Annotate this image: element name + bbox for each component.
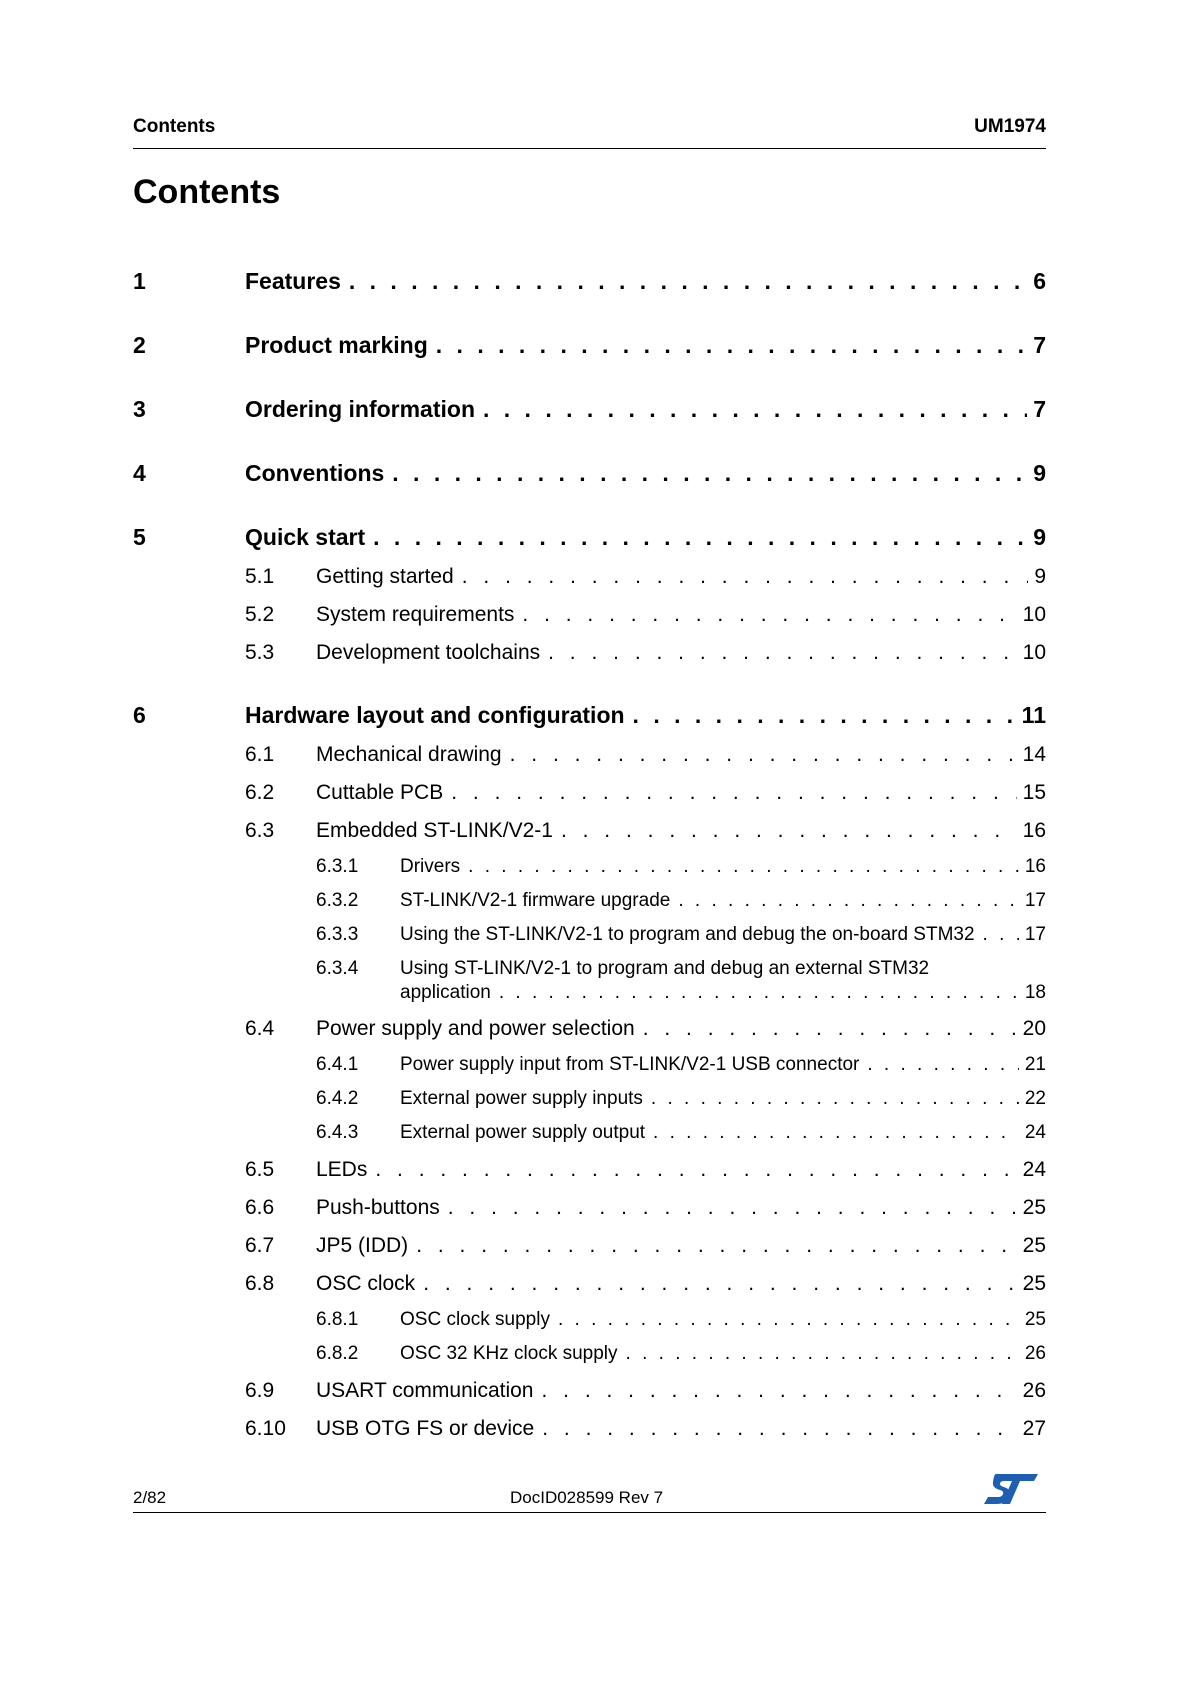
toc-page: 17 xyxy=(1024,924,1046,945)
toc-num: 5.1 xyxy=(245,565,275,588)
toc-num: 6.2 xyxy=(245,781,275,804)
toc-leader xyxy=(499,982,1019,1004)
toc-label: LEDs xyxy=(316,1158,368,1181)
toc-num: 6.4.2 xyxy=(316,1088,359,1109)
toc-num: 6 xyxy=(133,702,146,728)
toc-num: 3 xyxy=(133,396,146,422)
toc-entry-external-power-inputs[interactable] xyxy=(400,1088,1046,1110)
toc-entry-drivers[interactable] xyxy=(400,856,1046,878)
toc-entry-jp5-idd[interactable] xyxy=(316,1234,1046,1258)
toc-leader xyxy=(651,1088,1019,1110)
toc-num: 6.1 xyxy=(245,743,275,766)
toc-leader xyxy=(423,1272,1016,1296)
toc-entry-osc-clock[interactable] xyxy=(316,1272,1046,1296)
toc-num: 6.8.2 xyxy=(316,1343,359,1364)
toc-page: 14 xyxy=(1022,743,1046,766)
toc-num: 6.3.1 xyxy=(316,856,359,877)
toc-page: 16 xyxy=(1022,819,1046,842)
toc-num: 6.6 xyxy=(245,1196,275,1219)
toc-label: OSC 32 KHz clock supply xyxy=(400,1343,618,1364)
toc-entry-cuttable-pcb[interactable] xyxy=(316,781,1046,805)
toc-page: 7 xyxy=(1033,332,1046,358)
toc-page: 25 xyxy=(1022,1234,1046,1257)
toc-label: application xyxy=(400,982,491,1003)
toc-leader xyxy=(653,1122,1019,1144)
toc-leader xyxy=(548,641,1017,665)
toc-leader xyxy=(522,603,1016,627)
page-title: Contents xyxy=(133,173,281,211)
toc-label: OSC clock supply xyxy=(400,1309,550,1330)
st-logo-icon xyxy=(982,1472,1040,1506)
toc-label: Development toolchains xyxy=(316,641,541,664)
toc-label: JP5 (IDD) xyxy=(316,1234,409,1257)
toc-label: OSC clock xyxy=(316,1272,416,1295)
toc-num: 4 xyxy=(133,460,146,486)
toc-entry-leds[interactable] xyxy=(316,1158,1046,1182)
toc-label: Features xyxy=(245,268,341,294)
toc-num: 6.3 xyxy=(245,819,275,842)
toc-page: 9 xyxy=(1033,524,1046,550)
page-header xyxy=(133,116,1046,149)
toc-page: 24 xyxy=(1022,1158,1046,1181)
toc-num: 5.3 xyxy=(245,641,275,664)
toc-entry-usb-otg[interactable] xyxy=(316,1417,1046,1441)
toc-page: 25 xyxy=(1022,1196,1046,1219)
toc-page: 25 xyxy=(1022,1272,1046,1295)
toc-num: 6.4 xyxy=(245,1017,275,1040)
toc-entry-getting-started[interactable] xyxy=(316,565,1046,589)
toc-label: Mechanical drawing xyxy=(316,743,502,766)
toc-num: 6.5 xyxy=(245,1158,275,1181)
page-number: 2/82 xyxy=(133,1488,167,1507)
toc-leader xyxy=(867,1054,1018,1076)
toc-num: 6.4.3 xyxy=(316,1122,359,1143)
toc-page: 18 xyxy=(1024,982,1046,1003)
toc-label: ST-LINK/V2-1 firmware upgrade xyxy=(400,890,671,911)
toc-leader xyxy=(633,702,1016,729)
toc-label: Power supply input from ST-LINK/V2-1 USB connector xyxy=(400,1054,860,1075)
toc-entry-program-debug-onboard[interactable] xyxy=(400,924,1046,946)
toc-page: 22 xyxy=(1024,1088,1046,1109)
toc-entry-mechanical-drawing[interactable] xyxy=(316,743,1046,767)
toc-entry-hardware-layout[interactable] xyxy=(245,702,1046,729)
toc-leader xyxy=(643,1017,1017,1041)
toc-entry-conventions[interactable] xyxy=(245,460,1046,487)
toc-entry-features[interactable] xyxy=(245,268,1046,295)
toc-num: 1 xyxy=(133,268,146,294)
toc-page: 25 xyxy=(1024,1309,1046,1330)
toc-leader xyxy=(349,268,1027,295)
toc-num: 2 xyxy=(133,332,146,358)
toc-num: 5 xyxy=(133,524,146,550)
toc-leader xyxy=(983,924,1019,946)
toc-num: 5.2 xyxy=(245,603,275,626)
toc-entry-osc-32khz[interactable] xyxy=(400,1343,1046,1365)
toc-leader xyxy=(542,1417,1016,1441)
toc-leader xyxy=(375,1158,1016,1182)
toc-page: 7 xyxy=(1033,396,1046,422)
toc-entry-power-input-usb[interactable] xyxy=(400,1054,1046,1076)
toc-num: 6.10 xyxy=(245,1417,286,1440)
toc-label: Power supply and power selection xyxy=(316,1017,635,1040)
toc-page: 26 xyxy=(1024,1343,1046,1364)
doc-id: DocID028599 Rev 7 xyxy=(510,1488,664,1507)
toc-entry-usart[interactable] xyxy=(316,1379,1046,1403)
toc-num: 6.3.2 xyxy=(316,890,359,911)
toc-leader xyxy=(561,819,1017,843)
toc-num: 6.3.3 xyxy=(316,924,359,945)
toc-label: External power supply output xyxy=(400,1122,646,1143)
toc-label: Drivers xyxy=(400,856,461,877)
toc-num: 6.3.4 xyxy=(316,958,359,979)
toc-leader xyxy=(510,743,1017,767)
toc-label: Hardware layout and configuration xyxy=(245,702,625,728)
toc-num: 6.7 xyxy=(245,1234,275,1257)
toc-leader xyxy=(558,1309,1019,1331)
toc-entry-external-power-output[interactable] xyxy=(400,1122,1046,1144)
toc-num: 6.9 xyxy=(245,1379,275,1402)
toc-leader xyxy=(416,1234,1016,1258)
toc-label: System requirements xyxy=(316,603,515,626)
toc-leader xyxy=(392,460,1027,487)
toc-page: 11 xyxy=(1021,702,1046,728)
toc-label: Product marking xyxy=(245,332,428,358)
toc-leader xyxy=(462,565,1029,589)
toc-entry-power-supply[interactable] xyxy=(316,1017,1046,1041)
toc-page: 9 xyxy=(1033,460,1046,486)
toc-page: 10 xyxy=(1022,603,1046,626)
toc-label: Embedded ST-LINK/V2-1 xyxy=(316,819,553,842)
toc-num: 6.4.1 xyxy=(316,1054,359,1075)
header-section-title: Contents xyxy=(133,116,216,137)
toc-leader xyxy=(678,890,1019,912)
toc-page: 15 xyxy=(1022,781,1046,804)
toc-page: 21 xyxy=(1024,1054,1046,1075)
toc-entry-product-marking[interactable] xyxy=(245,332,1046,359)
toc-label: Ordering information xyxy=(245,396,475,422)
toc-page: 24 xyxy=(1024,1122,1046,1143)
toc-label: External power supply inputs xyxy=(400,1088,643,1109)
toc-entry-quick-start[interactable] xyxy=(245,524,1046,551)
toc-label: USART communication xyxy=(316,1379,534,1402)
toc-leader xyxy=(483,396,1027,423)
toc-page: 16 xyxy=(1024,856,1046,877)
toc-page: 6 xyxy=(1033,268,1046,294)
toc-label-line-1[interactable]: Using ST-LINK/V2-1 to program and debug an external STM32 xyxy=(400,958,930,979)
toc-label: Getting started xyxy=(316,565,454,588)
toc-leader xyxy=(468,856,1019,878)
toc-label: Cuttable PCB xyxy=(316,781,444,804)
toc-page: 26 xyxy=(1022,1379,1046,1402)
toc-entry-system-requirements[interactable] xyxy=(316,603,1046,627)
toc-entry-push-buttons[interactable] xyxy=(316,1196,1046,1220)
toc-label: USB OTG FS or device xyxy=(316,1417,535,1440)
toc-label: Conventions xyxy=(245,460,385,486)
toc-leader xyxy=(541,1379,1016,1403)
toc-num: 6.8.1 xyxy=(316,1309,359,1330)
toc-label: Quick start xyxy=(245,524,366,550)
toc-entry-development-toolchains[interactable] xyxy=(316,641,1046,665)
toc-entry-embedded-st-link[interactable] xyxy=(316,819,1046,843)
toc-leader xyxy=(451,781,1016,805)
toc-page: 20 xyxy=(1022,1017,1046,1040)
toc-page: 17 xyxy=(1024,890,1046,911)
toc-entry-ordering-information[interactable] xyxy=(245,396,1046,423)
toc-page: 10 xyxy=(1022,641,1046,664)
toc-page: 27 xyxy=(1022,1417,1046,1440)
page-footer xyxy=(133,1484,1046,1513)
toc-entry-firmware-upgrade[interactable] xyxy=(400,890,1046,912)
toc-leader xyxy=(626,1343,1019,1365)
toc-page: 9 xyxy=(1034,565,1046,588)
toc-leader xyxy=(448,1196,1017,1220)
toc-leader xyxy=(373,524,1027,551)
toc-leader xyxy=(436,332,1027,359)
toc-entry-program-debug-external[interactable] xyxy=(400,982,1046,1004)
toc-num: 6.8 xyxy=(245,1272,275,1295)
toc-label: Push-buttons xyxy=(316,1196,440,1219)
toc-entry-osc-clock-supply[interactable] xyxy=(400,1309,1046,1331)
toc-label: Using the ST-LINK/V2-1 to program and debug the on-board STM32 xyxy=(400,924,975,945)
header-doc-number: UM1974 xyxy=(974,116,1046,137)
